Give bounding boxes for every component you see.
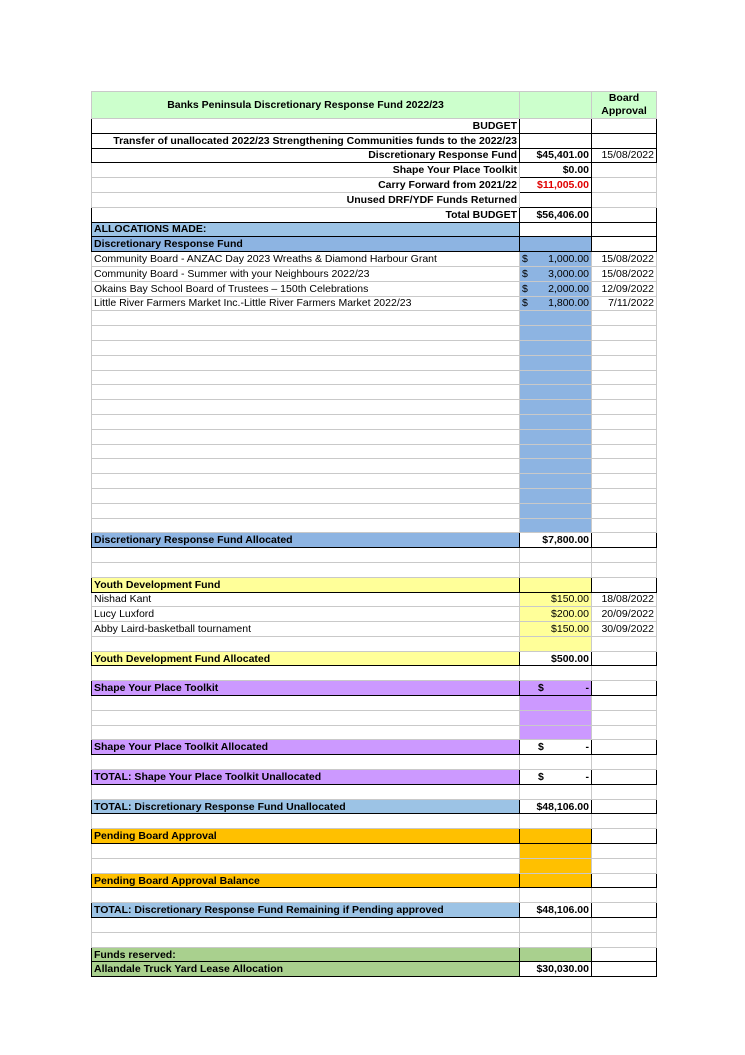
drf-unallocated-label: TOTAL: Discretionary Response Fund Unallocated	[92, 799, 520, 814]
board-approval-header: Board Approval	[592, 92, 657, 119]
youth-item-date: 18/08/2022	[592, 592, 657, 607]
total-budget-amount: $56,406.00	[520, 207, 592, 222]
drf-item-row	[92, 281, 657, 296]
drf-budget-label: Discretionary Response Fund	[92, 148, 520, 163]
sypt-budget-label: Shape Your Place Toolkit	[92, 163, 520, 178]
pending-balance-label: Pending Board Approval Balance	[92, 873, 520, 888]
drf-item-name: Little River Farmers Market Inc.-Little River Farmers Market 2022/23	[92, 296, 520, 311]
drf-item-amount: 3,000.00	[548, 267, 589, 280]
drf-item-amount: 1,000.00	[548, 253, 589, 266]
carry-forward-amount: $11,005.00	[520, 178, 592, 193]
drf-item-name: Community Board - Summer with your Neighbours 2022/23	[92, 266, 520, 281]
currency-symbol: $	[538, 770, 544, 783]
drf-budget-amount: $45,401.00	[520, 148, 592, 163]
remaining-amount: $48,106.00	[520, 903, 592, 918]
reserved-item-amount: $30,030.00	[520, 962, 592, 977]
youth-section-heading: Youth Development Fund	[92, 577, 520, 592]
drf-item-name: Community Board - ANZAC Day 2023 Wreaths & Diamond Harbour Grant	[92, 252, 520, 267]
sypt-heading-value: -	[585, 682, 589, 695]
currency-symbol: $	[522, 267, 528, 280]
youth-item-amount: $200.00	[520, 607, 592, 622]
drf-allocated-amount: $7,800.00	[520, 533, 592, 548]
youth-item-amount: $150.00	[520, 622, 592, 637]
youth-item-row	[92, 592, 657, 607]
youth-item-name: Abby Laird-basketball tournament	[92, 622, 520, 637]
youth-item-date: 30/09/2022	[592, 622, 657, 637]
drf-item-date: 15/08/2022	[592, 266, 657, 281]
currency-symbol: $	[522, 253, 528, 266]
budget-spreadsheet	[91, 91, 657, 977]
drf-unallocated-amount: $48,106.00	[520, 799, 592, 814]
drf-section-heading: Discretionary Response Fund	[92, 237, 520, 252]
drf-item-amount: 1,800.00	[548, 297, 589, 310]
sypt-budget-amount: $0.00	[520, 163, 592, 178]
sypt-section-heading: Shape Your Place Toolkit	[92, 681, 520, 696]
youth-item-amount: $150.00	[520, 592, 592, 607]
drf-item-date: 12/09/2022	[592, 281, 657, 296]
youth-item-row	[92, 607, 657, 622]
unused-funds-label: Unused DRF/YDF Funds Returned	[92, 192, 520, 207]
sypt-unallocated-value: -	[585, 770, 589, 783]
drf-item-name: Okains Bay School Board of Trustees – 150th Celebrations	[92, 281, 520, 296]
allocations-heading: ALLOCATIONS MADE:	[92, 222, 520, 237]
currency-symbol: $	[522, 282, 528, 295]
drf-item-row	[92, 252, 657, 267]
youth-item-row	[92, 622, 657, 637]
drf-item-row	[92, 296, 657, 311]
youth-allocated-label: Youth Development Fund Allocated	[92, 651, 520, 666]
currency-symbol: $	[538, 741, 544, 754]
carry-forward-label: Carry Forward from 2021/22	[92, 178, 520, 193]
sypt-unallocated-label: TOTAL: Shape Your Place Toolkit Unallocated	[92, 770, 520, 785]
drf-allocated-label: Discretionary Response Fund Allocated	[92, 533, 520, 548]
youth-item-date: 20/09/2022	[592, 607, 657, 622]
budget-label: BUDGET	[92, 119, 520, 134]
drf-budget-date: 15/08/2022	[592, 148, 657, 163]
sheet-title: Banks Peninsula Discretionary Response Fund 2022/23	[92, 92, 520, 119]
youth-item-name: Lucy Luxford	[92, 607, 520, 622]
transfer-line: Transfer of unallocated 2022/23 Strengthening Communities funds to the 2022/23	[92, 133, 520, 148]
drf-item-amount: 2,000.00	[548, 282, 589, 295]
currency-symbol: $	[522, 297, 528, 310]
drf-item-date: 7/11/2022	[592, 296, 657, 311]
reserved-item-label: Allandale Truck Yard Lease Allocation	[92, 962, 520, 977]
funds-reserved-heading: Funds reserved:	[92, 947, 520, 962]
youth-allocated-amount: $500.00	[520, 651, 592, 666]
drf-item-date: 15/08/2022	[592, 252, 657, 267]
pending-approval-heading: Pending Board Approval	[92, 829, 520, 844]
currency-symbol: $	[538, 682, 544, 695]
drf-item-row	[92, 266, 657, 281]
youth-item-name: Nishad Kant	[92, 592, 520, 607]
sypt-allocated-label: Shape Your Place Toolkit Allocated	[92, 740, 520, 755]
sypt-allocated-value: -	[585, 741, 589, 754]
total-budget-label: Total BUDGET	[92, 207, 520, 222]
remaining-label: TOTAL: Discretionary Response Fund Remaining if Pending approved	[92, 903, 520, 918]
